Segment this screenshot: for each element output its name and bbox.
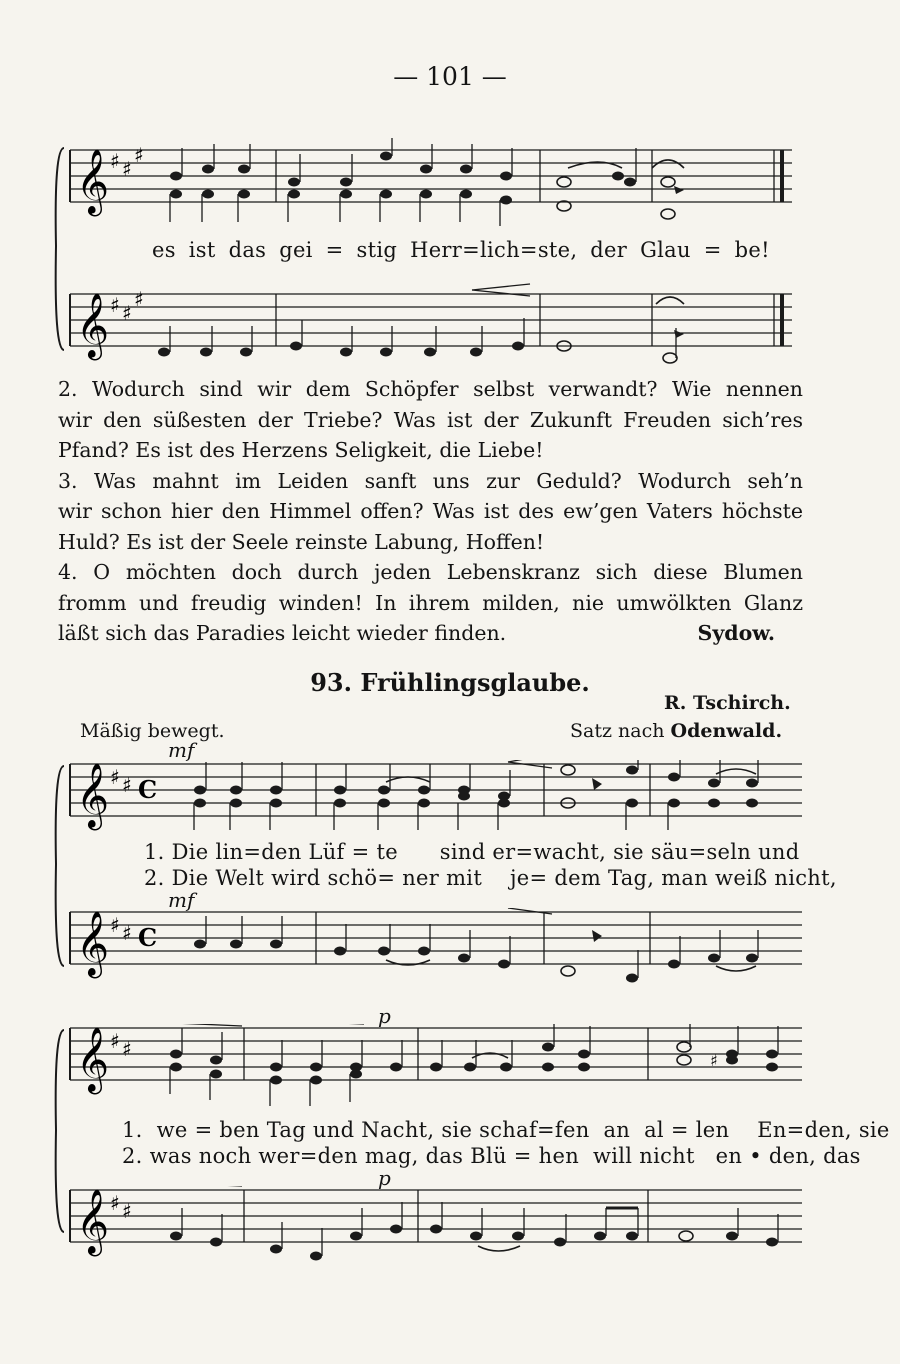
svg-text:C: C: [138, 923, 158, 952]
verse-3-line-3: Huld? Es ist der Seele reinste Labung, Hoffen!: [58, 529, 545, 554]
staff-lower-93-2: [52, 1186, 804, 1270]
dynamic-p-lower: p: [378, 1166, 391, 1190]
svg-text:♯: ♯: [134, 287, 144, 311]
svg-text:𝄞: 𝄞: [76, 293, 110, 358]
dynamic-mf-lower: mf: [168, 888, 195, 912]
svg-text:♯: ♯: [110, 149, 120, 173]
verse-author: Sydow.: [697, 621, 775, 645]
song93-system1-verse2: 2. Die Welt wird schö= ner mit je= dem Tag, man weiß nicht,: [144, 866, 837, 890]
system-brace-93-1: [52, 764, 66, 968]
svg-text:♯: ♯: [134, 143, 144, 167]
composer: R. Tschirch.: [664, 692, 791, 714]
svg-text:♯: ♯: [110, 293, 120, 317]
song-title: 93. Frühlingsglaube.: [310, 668, 590, 697]
svg-text:♯: ♯: [122, 921, 132, 945]
staff-upper-93-2: [52, 1024, 804, 1108]
svg-text:♯: ♯: [122, 773, 132, 797]
arrangement-prefix: Satz nach: [570, 720, 665, 742]
verse-4-line-3: [58, 618, 803, 649]
svg-text:♯: ♯: [110, 765, 120, 789]
tempo-marking: Mäßig bewegt.: [80, 720, 225, 742]
staff-lower-92: [52, 282, 804, 372]
svg-text:♯: ♯: [122, 301, 132, 325]
svg-text:𝄞: 𝄞: [76, 149, 110, 214]
verse-2-line-1: 2. Wodurch sind wir dem Schöpfer selbst verwandt? Wie nennen: [58, 377, 803, 401]
verse-text: [58, 374, 803, 649]
verse-3-line-2: wir schon hier den Himmel offen? Was ist des ew’gen Vaters höchste: [58, 499, 803, 523]
svg-text:♯: ♯: [122, 1199, 132, 1223]
svg-text:♯: ♯: [710, 1051, 718, 1070]
song93-system1-verse1: 1. Die lin=den Lüf = te sind er=wacht, sie säu=seln und: [144, 840, 800, 864]
svg-text:♯: ♯: [110, 1029, 120, 1053]
svg-text:♯: ♯: [122, 1037, 132, 1061]
staff-lower-93-1: [52, 908, 804, 990]
dynamic-mf-upper: mf: [168, 738, 195, 762]
svg-text:𝄞: 𝄞: [76, 911, 110, 976]
verse-4-line-2: fromm und freudig winden! In ihrem milden, nie umwölkten Glanz: [58, 590, 803, 615]
page-number: — 101 —: [393, 62, 507, 91]
verse-4-line-1: 4. O möchten doch durch jeden Lebenskranz sich diese Blumen: [58, 560, 803, 584]
song93-system2-verse1: 1. we = ben Tag und Nacht, sie schaf=fen an al = len En=den, sie: [122, 1118, 890, 1142]
system-brace-92: [52, 146, 66, 352]
svg-text:𝄞: 𝄞: [76, 1027, 110, 1092]
svg-text:C: C: [138, 775, 158, 804]
dynamic-p-upper: p: [378, 1004, 391, 1028]
song93-system2-verse2: 2. was noch wer=den mag, das Blü = hen will nicht en • den, das: [122, 1144, 861, 1168]
verse-3-line-1: 3. Was mahnt im Leiden sanft uns zur Geduld? Wodurch seh’n: [58, 468, 803, 493]
svg-text:𝄞: 𝄞: [76, 1189, 110, 1254]
svg-text:𝄞: 𝄞: [76, 763, 110, 828]
arrangement-credit: [570, 720, 782, 742]
staff-upper-92: [52, 138, 804, 238]
verse-last-line: läßt sich das Paradies leicht wieder finden.: [58, 621, 507, 645]
verse-2-line-2: wir den süßesten der Triebe? Was ist der Zukunft Freuden sich’res: [58, 407, 803, 432]
staff-upper-93-1: [52, 760, 804, 842]
svg-text:♯: ♯: [122, 157, 132, 181]
svg-text:♯: ♯: [110, 913, 120, 937]
song92-lyrics: es ist das gei = stig Herr=lich=ste, der Glau = be!: [152, 238, 770, 262]
verse-2-line-3: Pfand? Es ist des Herzens Seligkeit, die Liebe!: [58, 438, 544, 462]
arranger: Odenwald.: [670, 720, 783, 742]
svg-text:♯: ♯: [110, 1191, 120, 1215]
system-brace-93-2: [52, 1028, 66, 1234]
